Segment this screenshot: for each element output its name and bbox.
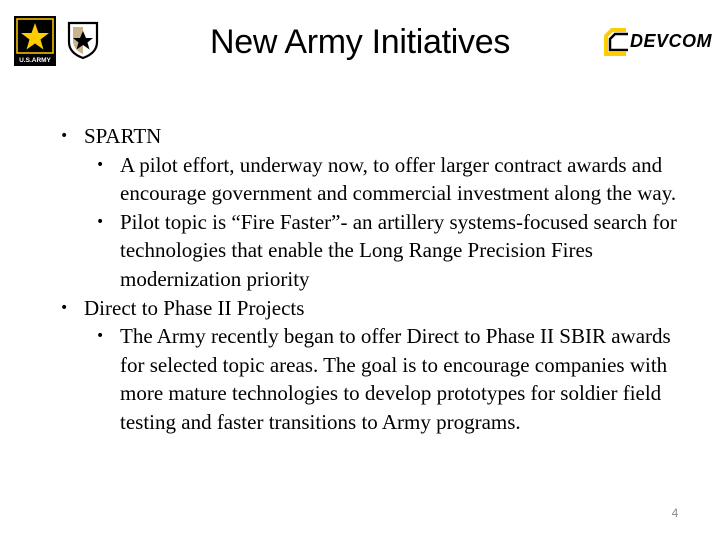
sub-bullet-item: [56, 208, 696, 294]
bullet-glyph: •: [60, 299, 69, 316]
bullet-glyph: •: [96, 328, 105, 345]
sub-bullet-text: A pilot effort, underway now, to offer larger contract awards and encourage government and commercial investment along the way.: [120, 152, 677, 206]
devcom-logo: [604, 26, 713, 60]
sub-bullet-item: [56, 322, 696, 436]
bullet-glyph: •: [60, 128, 69, 144]
bullet-item: [56, 294, 696, 323]
bullet-item: [56, 122, 696, 151]
sub-bullet-text: The Army recently began to offer Direct to Phase II SBIR awards for selected topic areas. The goal is to encourage companies with more mature technologies to develop prototypes for soldier field testing and faster transitions to Army programs.: [120, 324, 671, 434]
sub-bullet-item: [56, 151, 696, 208]
bullet-text: SPARTN: [84, 124, 162, 148]
sub-bullet-text: Pilot topic is “Fire Faster”- an artillery systems-focused search for technologies that enable the Long Range Precision Fires modernization priority: [120, 209, 677, 291]
futures-command-logo: [66, 20, 100, 60]
devcom-logo-text: DEVCOM: [630, 31, 713, 51]
bullet-glyph: •: [96, 213, 105, 230]
slide-title: New Army Initiatives: [209, 23, 511, 61]
bullet-list: [56, 122, 696, 437]
army-logo-text: U.S.ARMY: [19, 57, 51, 64]
bullet-text: Direct to Phase II Projects: [84, 295, 305, 320]
army-star-logo: [14, 16, 56, 66]
page-number: 4: [671, 506, 679, 520]
bullet-glyph: •: [96, 156, 105, 173]
